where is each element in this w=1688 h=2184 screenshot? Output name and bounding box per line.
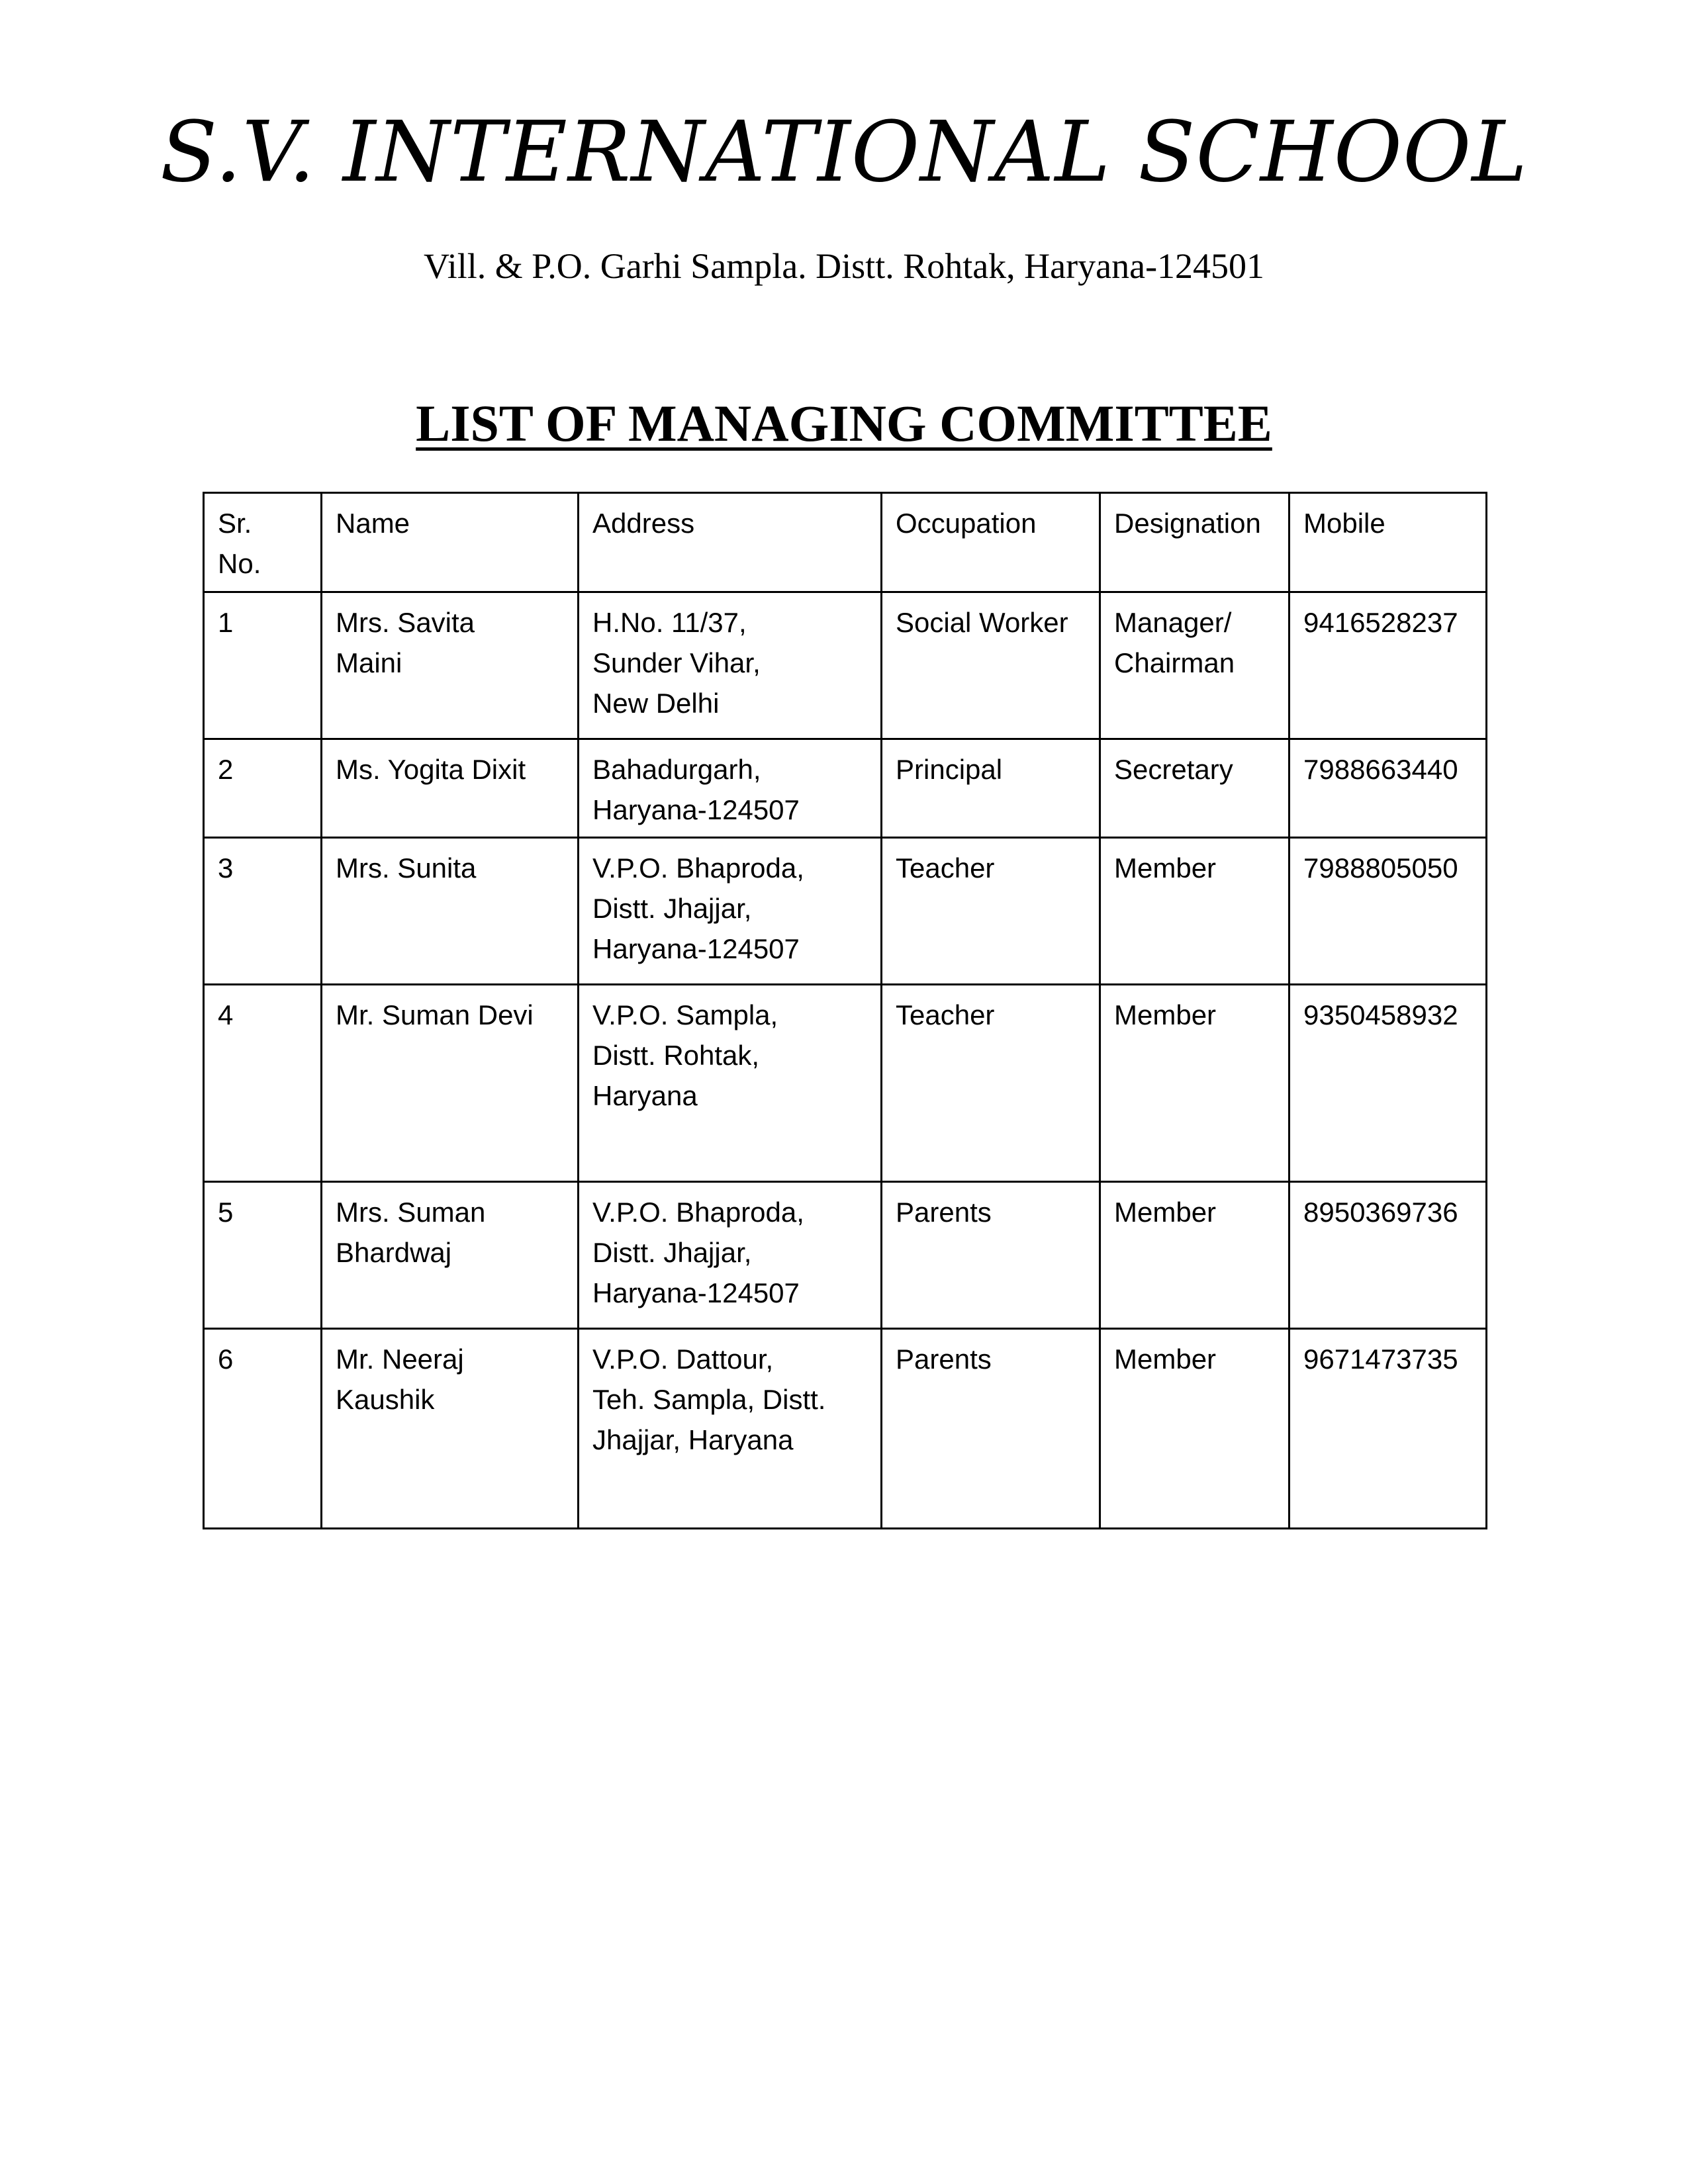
cell-text-line: Haryana-124507 bbox=[592, 933, 800, 964]
cell-text-line: 7988805050 bbox=[1303, 852, 1458, 884]
cell-text-line: V.P.O. Bhaproda, bbox=[592, 1197, 804, 1228]
cell-designation bbox=[1100, 1329, 1289, 1529]
column-header-sr-no bbox=[204, 493, 322, 592]
cell-address bbox=[579, 1182, 882, 1329]
cell-address bbox=[579, 838, 882, 985]
cell-designation bbox=[1100, 592, 1289, 739]
cell-address bbox=[579, 985, 882, 1182]
header-text-line: Designation bbox=[1114, 508, 1261, 539]
document-title bbox=[0, 390, 1688, 457]
cell-text-line: Mrs. Suman bbox=[336, 1197, 486, 1228]
cell-text-line: Member bbox=[1114, 852, 1217, 884]
header-text-line: Name bbox=[336, 508, 410, 539]
cell-mobile bbox=[1289, 838, 1487, 985]
cell-name bbox=[322, 739, 579, 838]
school-address: Vill. & P.O. Garhi Sampla. Distt. Rohtak, Haryana-124501 bbox=[423, 246, 1265, 286]
cell-occupation bbox=[882, 592, 1100, 739]
cell-text-line: Secretary bbox=[1114, 754, 1233, 785]
managing-committee-table bbox=[203, 492, 1487, 1529]
cell-address bbox=[579, 739, 882, 838]
cell-text-line: Kaushik bbox=[336, 1384, 435, 1415]
cell-designation bbox=[1100, 838, 1289, 985]
cell-address bbox=[579, 592, 882, 739]
cell-address bbox=[579, 1329, 882, 1529]
cell-text-line: Mr. Neeraj bbox=[336, 1343, 464, 1375]
cell-sr-no bbox=[204, 592, 322, 739]
table-row bbox=[204, 592, 1487, 739]
document-title-text: LIST OF MANAGING COMMITTEE bbox=[416, 394, 1272, 452]
column-header-address bbox=[579, 493, 882, 592]
cell-occupation bbox=[882, 1329, 1100, 1529]
cell-text-line: 4 bbox=[218, 999, 234, 1030]
cell-text-line: 9350458932 bbox=[1303, 999, 1458, 1030]
cell-text-line: 2 bbox=[218, 754, 234, 785]
cell-text-line: Distt. Jhajjar, bbox=[592, 893, 752, 924]
header-text-line: Occupation bbox=[896, 508, 1037, 539]
header-text-line: Sr. bbox=[218, 508, 252, 539]
table-row bbox=[204, 838, 1487, 985]
cell-name bbox=[322, 592, 579, 739]
cell-text-line: Social Worker bbox=[896, 607, 1068, 638]
cell-text-line: Member bbox=[1114, 1197, 1217, 1228]
cell-text-line: V.P.O. Sampla, bbox=[592, 999, 778, 1030]
cell-name bbox=[322, 838, 579, 985]
cell-mobile bbox=[1289, 739, 1487, 838]
cell-text-line: Member bbox=[1114, 999, 1217, 1030]
header-text-line: Mobile bbox=[1303, 508, 1385, 539]
cell-text-line: Principal bbox=[896, 754, 1003, 785]
cell-text-line: Haryana bbox=[592, 1080, 698, 1111]
cell-text-line: Haryana-124507 bbox=[592, 794, 800, 825]
cell-occupation bbox=[882, 838, 1100, 985]
cell-text-line: Teacher bbox=[896, 852, 995, 884]
cell-designation bbox=[1100, 1182, 1289, 1329]
cell-text-line: Maini bbox=[336, 647, 402, 678]
cell-text-line: H.No. 11/37, bbox=[592, 607, 747, 638]
cell-designation bbox=[1100, 739, 1289, 838]
cell-occupation bbox=[882, 985, 1100, 1182]
column-header-occupation bbox=[882, 493, 1100, 592]
cell-text-line: V.P.O. Bhaproda, bbox=[592, 852, 804, 884]
column-header-mobile bbox=[1289, 493, 1487, 592]
cell-mobile bbox=[1289, 1329, 1487, 1529]
cell-text-line: 7988663440 bbox=[1303, 754, 1458, 785]
cell-text-line: 9671473735 bbox=[1303, 1343, 1458, 1375]
cell-name bbox=[322, 1182, 579, 1329]
cell-text-line: Teacher bbox=[896, 999, 995, 1030]
cell-text-line: Member bbox=[1114, 1343, 1217, 1375]
table-row bbox=[204, 1182, 1487, 1329]
cell-text-line: Mr. Suman Devi bbox=[336, 999, 534, 1030]
table-row bbox=[204, 985, 1487, 1182]
cell-mobile bbox=[1289, 985, 1487, 1182]
cell-text-line: Mrs. Sunita bbox=[336, 852, 477, 884]
cell-text-line: Distt. Rohtak, bbox=[592, 1040, 760, 1071]
cell-text-line: Ms. Yogita Dixit bbox=[336, 754, 526, 785]
cell-text-line: V.P.O. Dattour, bbox=[592, 1343, 774, 1375]
cell-sr-no bbox=[204, 739, 322, 838]
cell-text-line: Parents bbox=[896, 1343, 992, 1375]
cell-text-line: New Delhi bbox=[592, 688, 720, 719]
cell-text-line: 6 bbox=[218, 1343, 234, 1375]
column-header-name bbox=[322, 493, 579, 592]
cell-mobile bbox=[1289, 1182, 1487, 1329]
cell-name bbox=[322, 1329, 579, 1529]
table-header-row bbox=[204, 493, 1487, 592]
cell-text-line: Sunder Vihar, bbox=[592, 647, 761, 678]
cell-text-line: Bhardwaj bbox=[336, 1237, 452, 1268]
cell-text-line: 9416528237 bbox=[1303, 607, 1458, 638]
school-name: S.V. INTERNATIONAL SCHOOL bbox=[160, 103, 1528, 201]
cell-occupation bbox=[882, 1182, 1100, 1329]
cell-sr-no bbox=[204, 1182, 322, 1329]
header-text-line: No. bbox=[218, 548, 261, 579]
cell-text-line: 5 bbox=[218, 1197, 234, 1228]
cell-text-line: Parents bbox=[896, 1197, 992, 1228]
header-text-line: Address bbox=[592, 508, 695, 539]
cell-text-line: 1 bbox=[218, 607, 234, 638]
cell-text-line: Mrs. Savita bbox=[336, 607, 475, 638]
table-row bbox=[204, 1329, 1487, 1529]
cell-text-line: Distt. Jhajjar, bbox=[592, 1237, 752, 1268]
cell-text-line: Chairman bbox=[1114, 647, 1235, 678]
column-header-designation bbox=[1100, 493, 1289, 592]
cell-text-line: Manager/ bbox=[1114, 607, 1232, 638]
cell-name bbox=[322, 985, 579, 1182]
cell-text-line: Haryana-124507 bbox=[592, 1277, 800, 1308]
cell-text-line: Bahadurgarh, bbox=[592, 754, 761, 785]
cell-sr-no bbox=[204, 1329, 322, 1529]
cell-text-line: 3 bbox=[218, 852, 234, 884]
cell-text-line: 8950369736 bbox=[1303, 1197, 1458, 1228]
cell-sr-no bbox=[204, 985, 322, 1182]
cell-text-line: Jhajjar, Haryana bbox=[592, 1424, 794, 1455]
cell-occupation bbox=[882, 739, 1100, 838]
cell-sr-no bbox=[204, 838, 322, 985]
table-row bbox=[204, 739, 1487, 838]
cell-text-line: Teh. Sampla, Distt. bbox=[592, 1384, 826, 1415]
cell-designation bbox=[1100, 985, 1289, 1182]
cell-mobile bbox=[1289, 592, 1487, 739]
